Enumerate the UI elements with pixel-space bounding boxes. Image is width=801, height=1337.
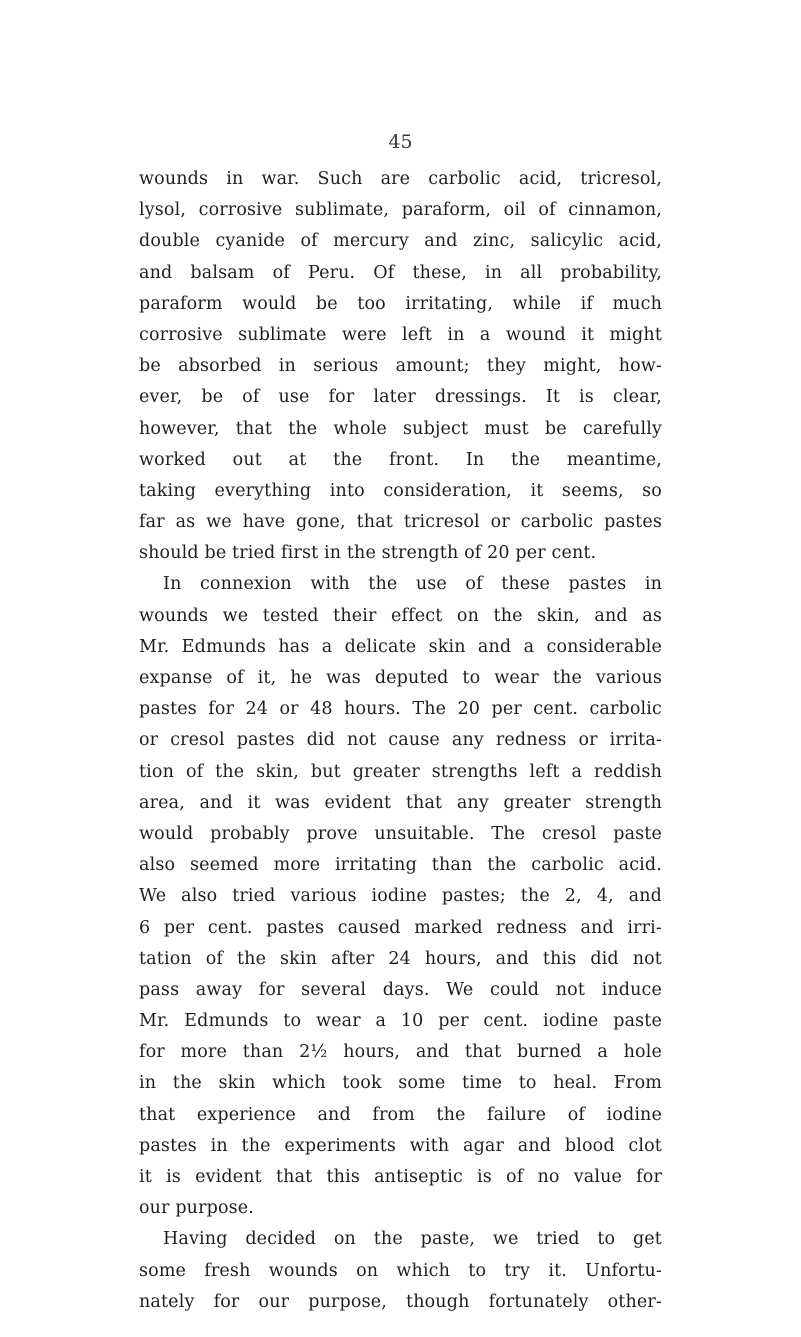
text-line: In connexion with the use of these pastes in xyxy=(163,574,662,595)
text-line: and balsam of Peru. Of these, in all probability, xyxy=(139,262,662,283)
text-line: lysol, corrosive sublimate, paraform, oil of cinnamon, xyxy=(139,200,662,221)
text-line: it is evident that this antiseptic is of no value for xyxy=(139,1167,662,1187)
text-line: nately for our purpose, though fortunately other- xyxy=(139,1291,662,1312)
text-line: 6 per cent. pastes caused marked redness and irri- xyxy=(139,917,662,938)
text-line: worked out at the front. In the meantime, xyxy=(139,449,662,470)
text-line: should be tried first in the strength of 20 per cent. xyxy=(139,543,597,564)
text-line: that experience and from the failure of iodine xyxy=(139,1104,662,1125)
text-line: far as we have gone, that tricresol or carbolic pastes xyxy=(139,512,662,533)
text-line: pastes in the experiments with agar and blood clot xyxy=(139,1135,662,1156)
text-line: Mr. Edmunds has a delicate skin and a considerable xyxy=(139,636,662,657)
text-line: would probably prove unsuitable. The cresol paste xyxy=(139,823,662,844)
text-line: expanse of it, he was deputed to wear the various xyxy=(139,668,662,688)
text-line: wounds in war. Such are carbolic acid, tricresol, xyxy=(139,169,662,189)
text-line: Mr. Edmunds to wear a 10 per cent. iodine paste xyxy=(139,1011,662,1032)
text-line: pass away for several days. We could not induce xyxy=(139,979,662,1000)
text-line: wounds we tested their effect on the skin, and as xyxy=(139,605,662,626)
text-line: ever, be of use for later dressings. It is clear, xyxy=(139,387,662,408)
text-line: be absorbed in serious amount; they might, how- xyxy=(139,356,662,377)
text-line: our purpose. xyxy=(139,1198,255,1219)
text-line: double cyanide of mercury and zinc, salicylic acid, xyxy=(139,231,662,252)
text-line: tation of the skin after 24 hours, and this did not xyxy=(139,948,662,969)
text-line: paraform would be too irritating, while if much xyxy=(139,293,662,314)
text-line: corrosive sublimate were left in a wound it might xyxy=(139,324,662,345)
body-text xyxy=(139,164,662,1318)
page-number: 45 xyxy=(388,131,413,153)
text-line: also seemed more irritating than the carbolic acid. xyxy=(139,855,662,876)
text-line: some fresh wounds on which to try it. Unfortu- xyxy=(139,1260,662,1281)
text-line: area, and it was evident that any greater strength xyxy=(139,792,662,813)
text-line: tion of the skin, but greater strengths left a reddish xyxy=(139,761,662,782)
text-line: in the skin which took some time to heal. From xyxy=(139,1073,662,1094)
text-line: or cresol pastes did not cause any redness or irrita- xyxy=(139,730,662,751)
text-line: Having decided on the paste, we tried to get xyxy=(163,1229,662,1250)
text-line: taking everything into consideration, it seems, so xyxy=(139,480,662,501)
text-line: for more than 2½ hours, and that burned a hole xyxy=(139,1042,662,1063)
text-line: however, that the whole subject must be carefully xyxy=(139,418,662,439)
text-line: pastes for 24 or 48 hours. The 20 per cent. carbolic xyxy=(139,699,662,720)
text-line: We also tried various iodine pastes; the 2, 4, and xyxy=(139,886,662,907)
